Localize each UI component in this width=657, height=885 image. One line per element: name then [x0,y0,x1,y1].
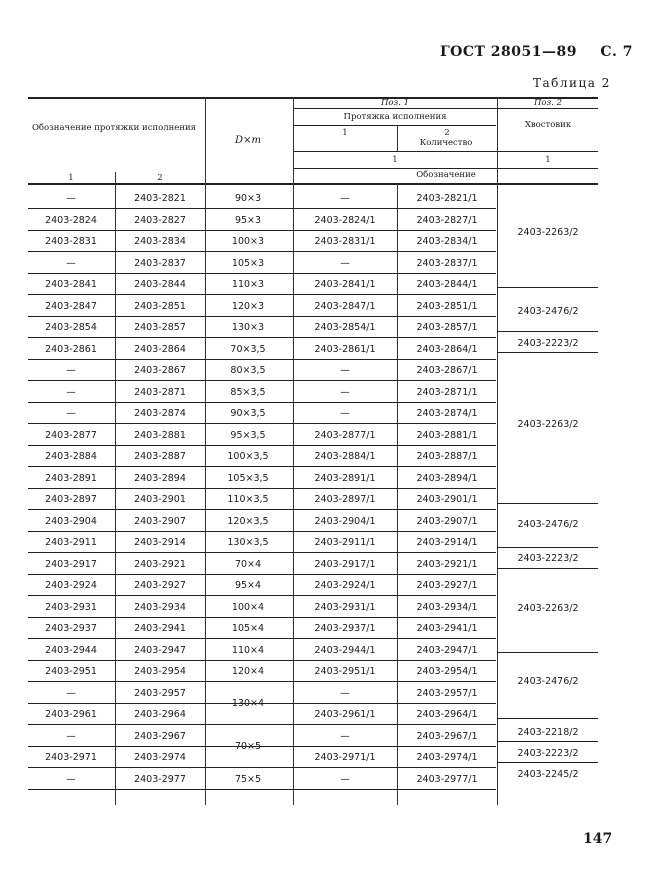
designation-exec2-cell: 2403-2907 [134,515,186,527]
pos1-exec1-cell: 2403-2944/1 [314,644,376,656]
designation-exec2-cell: 2403-2967 [134,730,186,742]
pos1-exec1-cell: — [340,193,350,204]
designation-exec2-cell: 2403-2864 [134,343,186,355]
pos1-exec2-cell: 2403-2954/1 [416,666,478,677]
pos1-exec1-cell: 2403-2937/1 [314,623,376,634]
table-label: Таблица 2 [533,76,611,90]
pos1-exec1-cell: 2403-2824/1 [314,214,376,226]
designation-exec1-cell: — [66,408,76,419]
row-divider [28,251,496,252]
page-header [440,44,633,60]
pos1-exec1-cell: 2403-2961/1 [314,709,376,720]
designation-exec1-cell: — [66,193,76,204]
designation-exec2-cell: 2403-2871 [134,386,186,398]
dxm-cell: 105×3,5 [227,472,269,484]
designation-exec1-cell: 2403-2937 [45,623,97,634]
dxm-cell: 70×3,5 [230,343,266,355]
pos1-exec1-cell: 2403-2931/1 [314,601,376,613]
dxm-merged-cell: 70×5 [234,741,262,752]
designation-exec2-cell: 2403-2874 [134,408,186,419]
pos1-exec2-cell: 2403-2851/1 [416,300,478,312]
dxm-cell: 110×4 [231,644,265,656]
designation-exec2-cell: 2403-2887 [134,451,186,462]
designation-exec2-cell: 2403-2837 [134,257,186,269]
shank-cell: 2403-2263/2 [517,419,579,430]
standard-code: ГОСТ 28051—89 [440,44,577,60]
designation-exec2-cell: 2403-2964 [134,709,186,720]
pos1-exec1-cell: 2403-2951/1 [314,666,376,677]
dxm-cell: 120×3,5 [227,515,269,527]
dxm-cell: 120×3 [231,300,265,312]
dxm-cell: 90×3,5 [230,408,266,419]
row-divider [28,574,496,575]
row-divider [28,273,496,274]
designation-exec1-cell: — [66,730,76,742]
pos1-exec2-cell: 2403-2934/1 [416,601,478,613]
col-designation-sub-header: Обозначение [416,170,476,180]
dxm-cell: 95×4 [234,580,262,591]
pos1-exec2-cell: 2403-2821/1 [416,193,478,204]
row-divider [28,531,496,532]
pos1-exec1-cell: — [340,687,350,699]
designation-exec1-cell: — [66,773,76,785]
designation-exec1-cell: — [66,386,76,398]
designation-exec1-cell: 2403-2961 [45,709,97,720]
pos1-exec2-cell: 2403-2837/1 [416,257,478,269]
row-divider [28,617,496,618]
row-divider [28,703,496,704]
shank-cell: 2403-2476/2 [517,519,579,530]
pos1-exec2-cell: 2403-2927/1 [416,580,478,591]
shank-cell: 2403-2263/2 [517,227,579,238]
col-broach-exec-header: Протяжка исполнения [343,112,447,122]
dxm-cell: 105×4 [231,623,265,634]
pos1-exec2-cell: 2403-2827/1 [416,214,478,226]
designation-exec1-cell: — [66,365,76,376]
designation-exec2-cell: 2403-2947 [134,644,186,656]
dxm-cell: 130×3,5 [227,537,269,548]
designation-exec2-cell: 2403-2821 [134,193,186,204]
col-qty-pos2-header: 1 [545,155,551,165]
dxm-cell: 95×3,5 [230,429,266,441]
row-divider [28,638,496,639]
pos1-exec2-cell: 2403-2901/1 [416,494,478,505]
col-designation-header: Обозначение протяжки исполнения [31,123,197,133]
row-divider [28,337,496,338]
row-divider [28,208,496,209]
pos1-exec2-cell: 2403-2887/1 [416,451,478,462]
pos1-exec1-cell: 2403-2861/1 [314,343,376,355]
dxm-cell: 90×3 [234,193,262,204]
pos1-exec2-cell: 2403-2857/1 [416,322,478,333]
row-divider [28,509,496,510]
pos1-exec1-cell: 2403-2831/1 [314,236,376,247]
designation-exec2-cell: 2403-2941 [134,623,186,634]
designation-exec2-cell: 2403-2894 [134,472,186,484]
designation-exec1-cell: 2403-2884 [45,451,97,462]
pos1-exec1-cell: 2403-2904/1 [314,515,376,527]
dxm-cell: 100×3 [231,236,265,247]
pos1-exec1-cell: — [340,386,350,398]
pos1-exec2-cell: 2403-2894/1 [416,472,478,484]
pos1-exec2-cell: 2403-2941/1 [416,623,478,634]
row-divider [28,294,496,295]
pos1-exec2-cell: 2403-2864/1 [416,343,478,355]
dxm-cell: 75×5 [234,773,262,785]
col-shank-header: Хвостовик [524,120,572,130]
pos1-exec2-cell: 2403-2967/1 [416,730,478,742]
pos1-exec2-cell: 2403-2964/1 [416,709,478,720]
designation-exec1-cell: 2403-2877 [45,429,97,441]
pos1-exec2-cell: 2403-2907/1 [416,515,478,527]
designation-exec2-cell: 2403-2881 [134,429,186,441]
shank-cell: 2403-2263/2 [517,603,579,614]
pos1-exec1-cell: 2403-2841/1 [314,279,376,290]
shank-cell: 2403-2223/2 [517,553,579,564]
shank-cell: 2403-2223/2 [517,338,579,349]
pos1-exec1-cell: 2403-2971/1 [314,752,376,763]
designation-exec1-cell: 2403-2951 [45,666,97,677]
row-divider [28,789,496,790]
pos1-exec1-cell: 2403-2877/1 [314,429,376,441]
designation-exec1-cell: — [66,257,76,269]
designation-exec1-cell: 2403-2944 [45,644,97,656]
pos1-exec2-cell: 2403-2867/1 [416,365,478,376]
page-number: 147 [583,831,613,847]
designation-exec2-cell: 2403-2957 [134,687,186,699]
pos1-exec2-cell: 2403-2874/1 [416,408,478,419]
designation-exec1-cell: 2403-2861 [45,343,97,355]
designation-exec1-cell: 2403-2971 [45,752,97,763]
pos1-exec1-cell: 2403-2891/1 [314,472,376,484]
designation-exec2-cell: 2403-2914 [134,537,186,548]
row-divider [28,552,496,553]
designation-exec2-cell: 2403-2921 [134,558,186,570]
designation-exec2-cell: 2403-2827 [134,214,186,226]
shank-cell: 2403-2476/2 [517,306,579,317]
dxm-cell: 100×4 [231,601,265,613]
dxm-cell: 100×3,5 [227,451,269,462]
col-quantity-header: Количество [419,138,473,148]
pos1-exec2-cell: 2403-2921/1 [416,558,478,570]
pos1-exec1-cell: 2403-2917/1 [314,558,376,570]
pos1-exec1-cell: — [340,773,350,785]
designation-exec2-cell: 2403-2851 [134,300,186,312]
dxm-cell: 105×3 [231,257,265,269]
row-divider [28,359,496,360]
row-divider [28,595,496,596]
dxm-cell: 130×3 [231,322,265,333]
designation-exec2-cell: 2403-2834 [134,236,186,247]
row-divider [28,660,496,661]
designation-exec1-cell: 2403-2891 [45,472,97,484]
pos1-exec2-cell: 2403-2974/1 [416,752,478,763]
designation-exec1-cell: — [66,687,76,699]
row-divider [28,466,496,467]
dxm-cell: 95×3 [234,214,262,226]
dxm-cell: 80×3,5 [230,365,266,376]
row-divider [28,316,496,317]
designation-exec1-cell: 2403-2904 [45,515,97,527]
dxm-cell: 120×4 [231,666,265,677]
designation-exec2-cell: 2403-2857 [134,322,186,333]
pos1-exec2-cell: 2403-2957/1 [416,687,478,699]
pos1-exec1-cell: — [340,730,350,742]
dxm-merged-cell: 130×4 [231,698,265,709]
col-exec2-header: 2 [444,128,450,138]
designation-exec2-cell: 2403-2974 [134,752,186,763]
shank-cell: 2403-2476/2 [517,676,579,687]
designation-exec2-cell: 2403-2867 [134,365,186,376]
designation-exec1-cell: 2403-2847 [45,300,97,312]
designation-exec2-cell: 2403-2954 [134,666,186,677]
pos1-exec1-cell: 2403-2897/1 [314,494,376,505]
dxm-cell: 70×4 [234,558,262,570]
dxm-cell: 110×3,5 [227,494,269,505]
row-divider [28,767,496,768]
col-num2-header: 2 [157,173,163,183]
row-divider [28,230,496,231]
pos1-exec2-cell: 2403-2834/1 [416,236,478,247]
designation-exec1-cell: 2403-2924 [45,580,97,591]
pos1-exec1-cell: — [340,408,350,419]
designation-exec1-cell: 2403-2931 [45,601,97,613]
row-divider [28,681,496,682]
col-pos1-header: Поз. 1 [381,98,409,108]
col-exec1-header: 1 [342,128,348,138]
page-ref: С. 7 [600,44,633,60]
row-divider [28,724,496,725]
shank-cell: 2403-2245/2 [517,769,579,780]
col-pos2-header: Поз. 2 [534,98,562,108]
designation-exec1-cell: 2403-2917 [45,558,97,570]
designation-exec2-cell: 2403-2901 [134,494,186,505]
designation-exec1-cell: 2403-2854 [45,322,97,333]
row-divider [28,746,496,747]
designation-exec1-cell: 2403-2824 [45,214,97,226]
designation-exec1-cell: 2403-2841 [45,279,97,290]
pos1-exec1-cell: — [340,257,350,269]
pos1-exec1-cell: 2403-2847/1 [314,300,376,312]
dxm-cell: 85×3,5 [230,386,266,398]
col-dxm-header: D×m [235,135,261,146]
row-divider [28,423,496,424]
pos1-exec2-cell: 2403-2914/1 [416,537,478,548]
col-num1-header: 1 [68,173,74,183]
pos1-exec2-cell: 2403-2871/1 [416,386,478,398]
pos1-exec2-cell: 2403-2881/1 [416,429,478,441]
row-divider [28,445,496,446]
pos1-exec1-cell: 2403-2911/1 [314,537,376,548]
shank-cell: 2403-2218/2 [517,727,579,738]
designation-exec2-cell: 2403-2927 [134,580,186,591]
row-divider [28,402,496,403]
designation-exec2-cell: 2403-2844 [134,279,186,290]
designation-exec1-cell: 2403-2911 [45,537,97,548]
pos1-exec2-cell: 2403-2844/1 [416,279,478,290]
designation-exec1-cell: 2403-2897 [45,494,97,505]
designation-exec2-cell: 2403-2934 [134,601,186,613]
pos1-exec1-cell: 2403-2854/1 [314,322,376,333]
shank-cell: 2403-2223/2 [517,748,579,759]
pos1-exec2-cell: 2403-2977/1 [416,773,478,785]
designation-exec2-cell: 2403-2977 [134,773,186,785]
pos1-exec1-cell: 2403-2924/1 [314,580,376,591]
pos1-exec1-cell: 2403-2884/1 [314,451,376,462]
col-qty1-header: 1 [392,155,398,165]
designation-exec1-cell: 2403-2831 [45,236,97,247]
pos1-exec2-cell: 2403-2947/1 [416,644,478,656]
row-divider [28,488,496,489]
pos1-exec1-cell: — [340,365,350,376]
dxm-cell: 110×3 [231,279,265,290]
row-divider [28,380,496,381]
